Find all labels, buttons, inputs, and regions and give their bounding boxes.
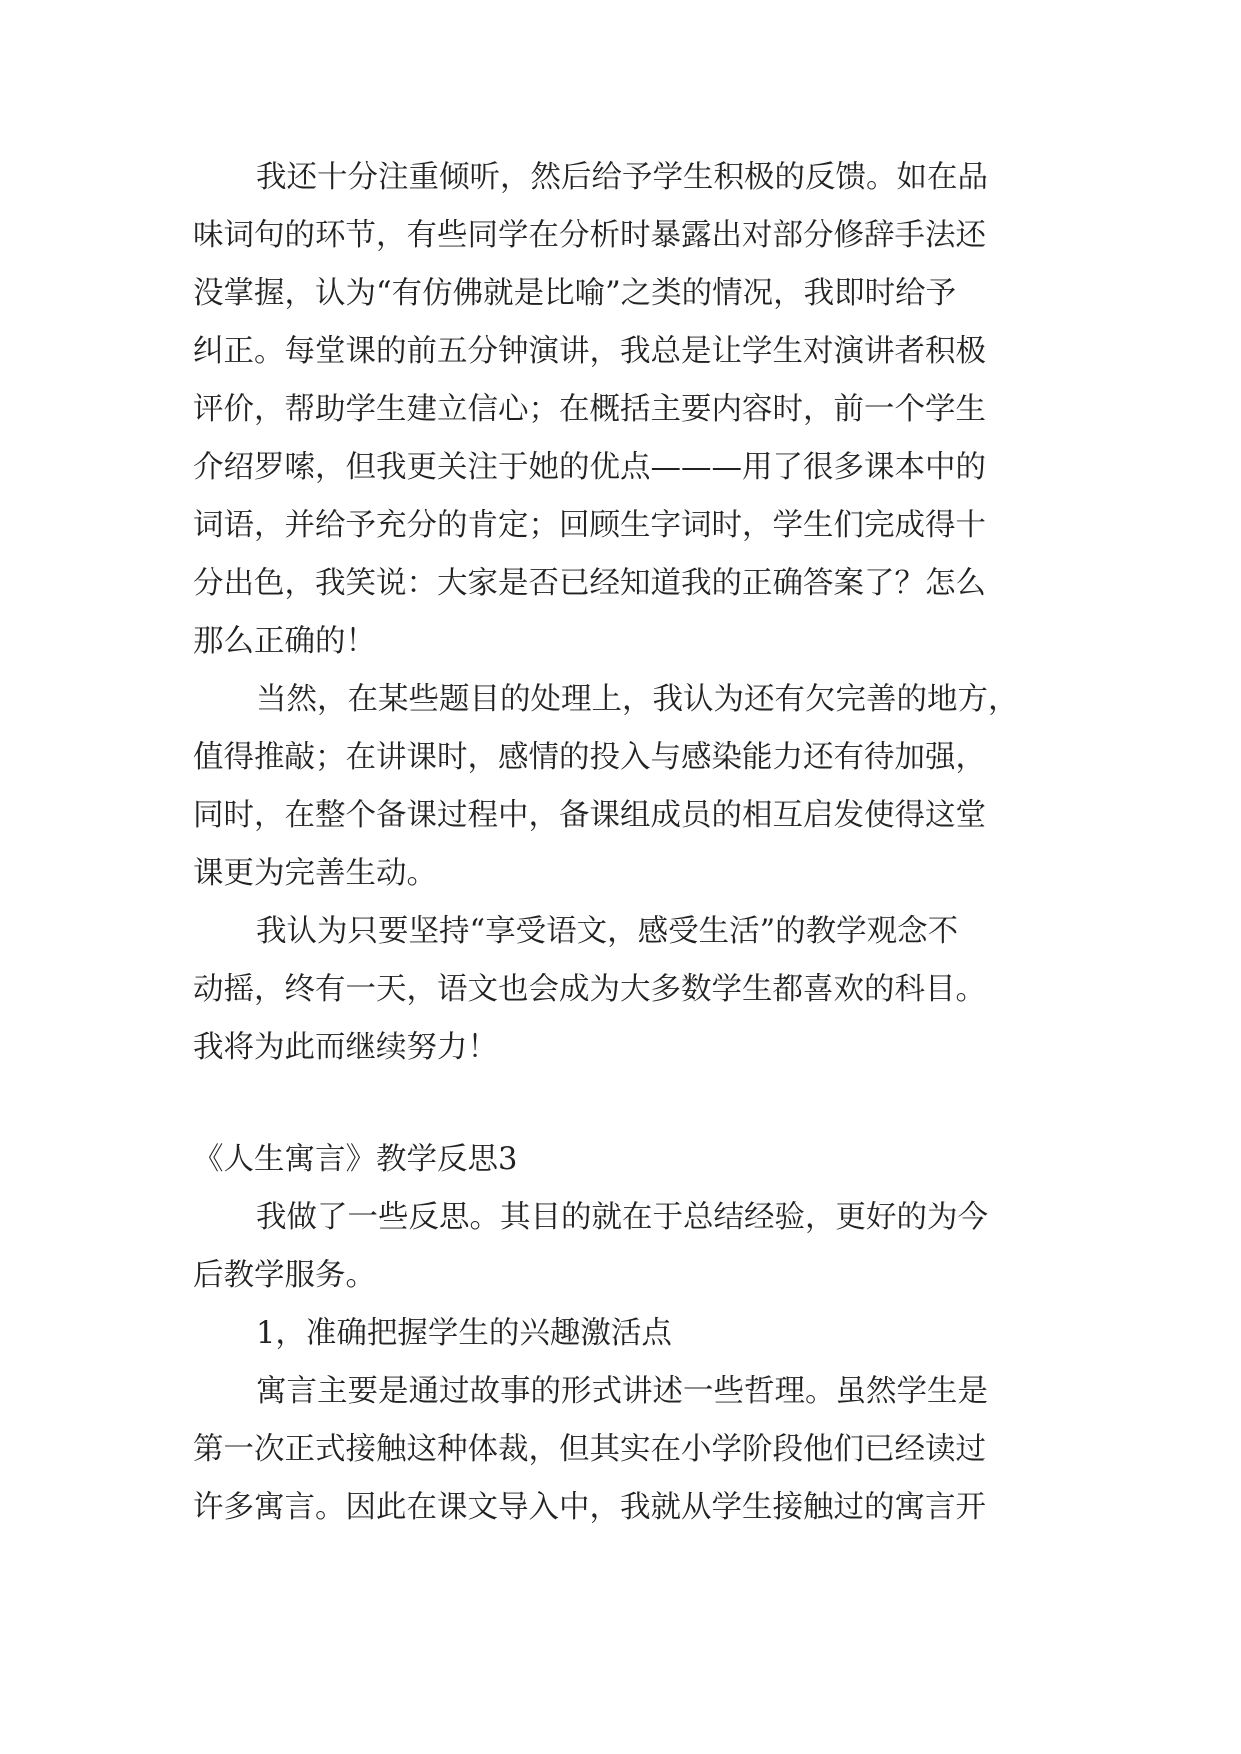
- text-line: 当然，在某些题目的处理上，我认为还有欠完善的地方，: [256, 682, 1019, 717]
- list-item-heading: 1，准确把握学生的兴趣激活点: [256, 1316, 672, 1351]
- text-line: 评价，帮助学生建立信心；在概括主要内容时，前一个学生: [193, 392, 986, 427]
- text-line: 纠正。每堂课的前五分钟演讲，我总是让学生对演讲者积极: [193, 334, 986, 369]
- text-line: 动摇，终有一天，语文也会成为大多数学生都喜欢的科目。: [193, 972, 986, 1007]
- text-line: 许多寓言。因此在课文导入中，我就从学生接触过的寓言开: [193, 1490, 986, 1525]
- text-line: 那么正确的！: [193, 624, 376, 659]
- text-line: 第一次正式接触这种体裁，但其实在小学阶段他们已经读过: [193, 1432, 986, 1467]
- text-line: 词语，并给予充分的肯定；回顾生字词时，学生们完成得十: [193, 508, 986, 543]
- text-line: 味词句的环节，有些同学在分析时暴露出对部分修辞手法还: [193, 218, 986, 253]
- text-line: 我还十分注重倾听，然后给予学生积极的反馈。如在品: [256, 160, 988, 195]
- text-line: 我做了一些反思。其目的就在于总结经验，更好的为今: [256, 1200, 988, 1235]
- text-line: 我将为此而继续努力！: [193, 1030, 498, 1065]
- text-line: 没掌握，认为“有仿佛就是比喻”之类的情况，我即时给予: [193, 276, 957, 311]
- text-line: 介绍罗嗦，但我更关注于她的优点———用了很多课本中的: [193, 450, 986, 485]
- text-line: 我认为只要坚持“享受语文，感受生活”的教学观念不: [256, 914, 959, 949]
- text-line: 课更为完善生动。: [193, 856, 437, 891]
- text-line: 值得推敲；在讲课时，感情的投入与感染能力还有待加强，: [193, 740, 986, 775]
- text-line: 寓言主要是通过故事的形式讲述一些哲理。虽然学生是: [256, 1374, 988, 1409]
- section-title: 《人生寓言》教学反思3: [193, 1142, 518, 1177]
- text-line: 同时，在整个备课过程中，备课组成员的相互启发使得这堂: [193, 798, 986, 833]
- text-line: 分出色，我笑说：大家是否已经知道我的正确答案了？怎么: [193, 566, 986, 601]
- text-line: 后教学服务。: [193, 1258, 376, 1293]
